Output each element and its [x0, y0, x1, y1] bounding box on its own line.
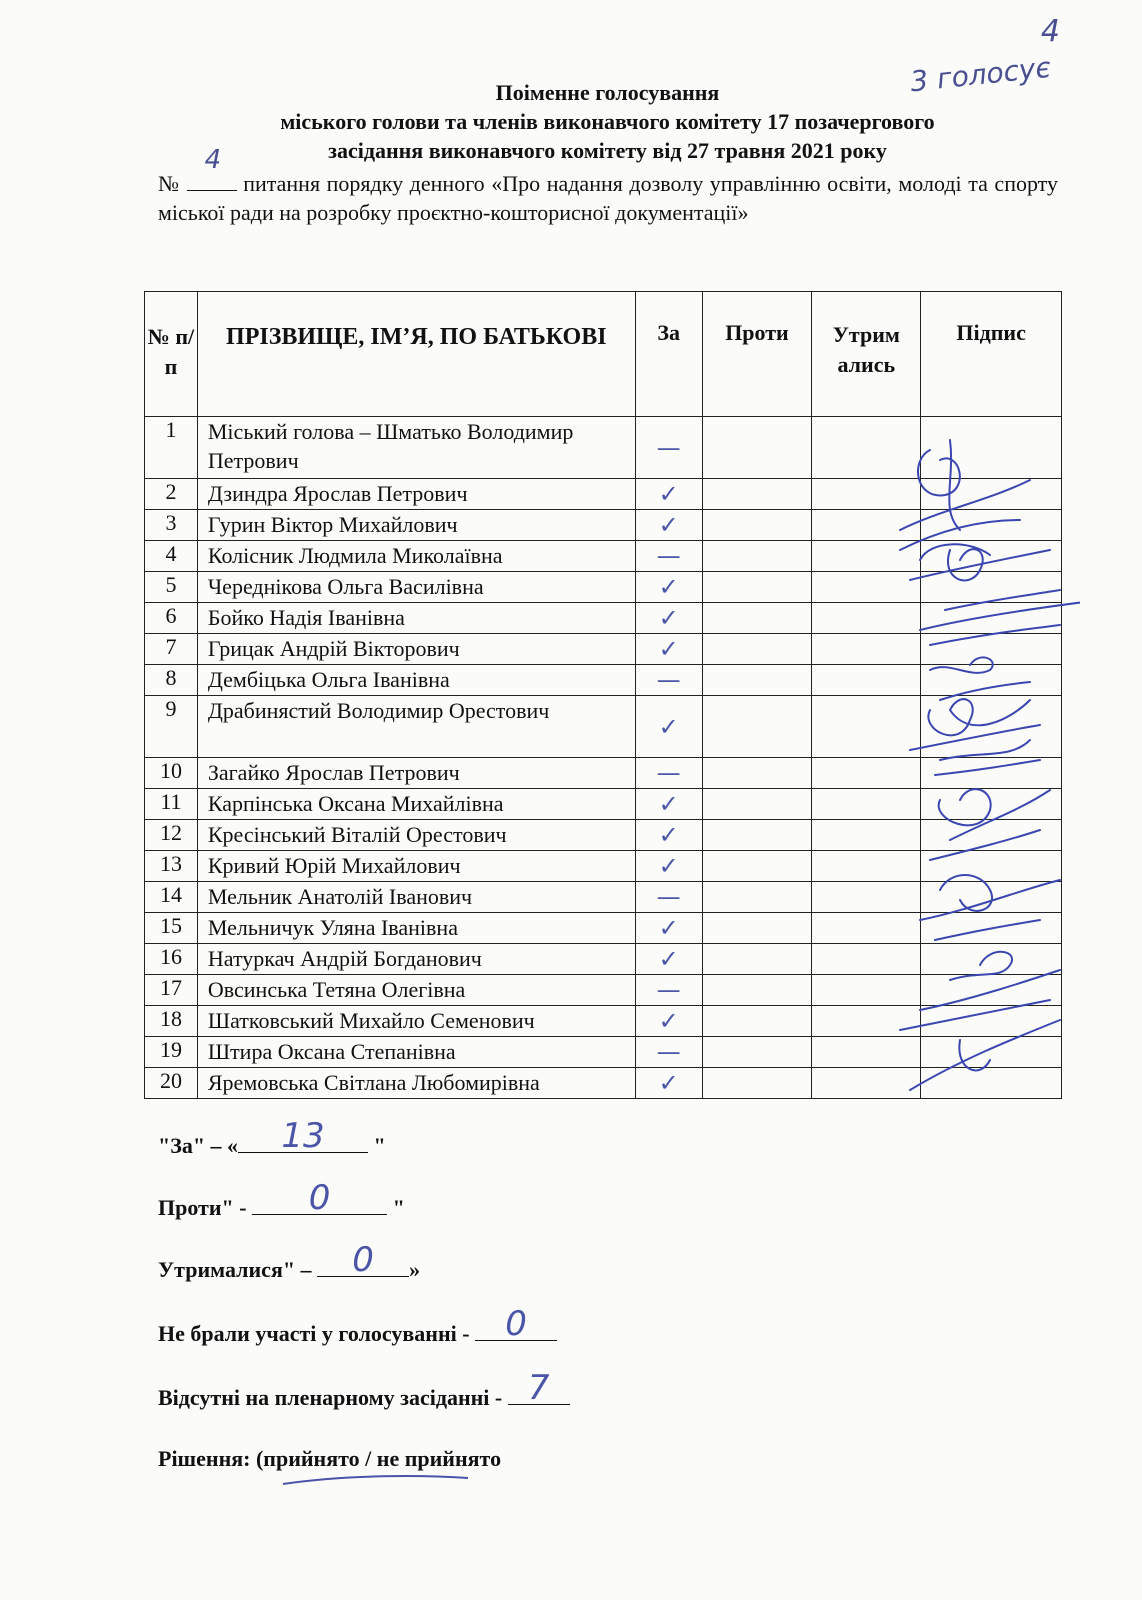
header-signature — [921, 292, 1062, 417]
row-for-mark — [635, 634, 702, 665]
row-name — [197, 944, 635, 975]
row-name-text: Шатковський Михайло Семенович — [207, 1008, 535, 1033]
row-abstained — [812, 758, 921, 789]
question-number-blank — [187, 145, 237, 191]
row-number — [145, 479, 198, 510]
row-abstained — [812, 1068, 921, 1099]
row-for-mark-text: — — [656, 883, 681, 911]
table-row — [145, 479, 1062, 510]
row-abstained — [812, 975, 921, 1006]
question-text: питання порядку денного «Про надання дозволу управлінню освіти, молоді та спорту міської ради на розробку проєктно-кошторисної документації» — [158, 171, 1059, 225]
row-number-text: 19 — [159, 1037, 182, 1062]
row-abstained — [812, 944, 921, 975]
row-for-mark — [635, 541, 702, 572]
totals-absent-blank — [508, 1368, 570, 1408]
row-name — [197, 975, 635, 1006]
row-abstained — [812, 665, 921, 696]
row-signature — [921, 820, 1062, 851]
row-against — [702, 913, 812, 944]
header-signature-label: Підпис — [956, 320, 1026, 345]
row-for-mark-text: ✓ — [658, 945, 679, 973]
row-number-text: 12 — [159, 820, 182, 845]
totals-absent-value: 7 — [527, 1368, 550, 1408]
row-name-text: Штира Оксана Степанівна — [207, 1039, 456, 1064]
row-signature — [921, 1037, 1062, 1068]
row-name-text: Колісник Людмила Миколаївна — [207, 543, 503, 568]
row-number — [145, 572, 198, 603]
row-name-text: Дембіцька Ольга Іванівна — [207, 667, 450, 692]
row-number-text: 10 — [159, 758, 182, 783]
vote-table — [144, 291, 1062, 1099]
row-name — [197, 541, 635, 572]
row-against — [702, 696, 812, 758]
row-name-text: Карпінська Оксана Михайлівна — [207, 791, 504, 816]
totals-for-end: " — [368, 1133, 386, 1158]
row-name-text: Мельник Анатолій Іванович — [207, 884, 473, 909]
row-abstained — [812, 541, 921, 572]
row-number-text: 13 — [159, 851, 182, 876]
table-row — [145, 572, 1062, 603]
row-against — [702, 944, 812, 975]
totals-not-voted-label: Не брали участі у голосуванні - — [158, 1321, 476, 1346]
row-against — [702, 758, 812, 789]
row-number-text: 4 — [165, 541, 177, 566]
row-number — [145, 789, 198, 820]
row-signature — [921, 851, 1062, 882]
row-name-text: Бойко Надія Іванівна — [207, 605, 405, 630]
row-name — [197, 634, 635, 665]
table-row — [145, 1006, 1062, 1037]
row-name-text: Яремовська Світлана Любомирівна — [207, 1070, 540, 1095]
row-for-mark-text: ✓ — [658, 1069, 679, 1097]
header-line-2: міського голови та членів виконавчого комітету 17 позачергового — [280, 109, 935, 134]
table-row — [145, 913, 1062, 944]
row-abstained — [812, 882, 921, 913]
totals-abstained-blank — [317, 1240, 409, 1280]
row-for-mark-text: ✓ — [658, 914, 679, 942]
totals-abstained-line — [158, 1240, 421, 1283]
row-abstained — [812, 417, 921, 479]
row-against — [702, 510, 812, 541]
table-row — [145, 758, 1062, 789]
row-name — [197, 603, 635, 634]
row-against — [702, 1068, 812, 1099]
row-against — [702, 603, 812, 634]
row-name — [197, 1068, 635, 1099]
row-number — [145, 634, 198, 665]
table-row — [145, 1068, 1062, 1099]
row-number-text: 17 — [159, 975, 182, 1000]
row-signature — [921, 758, 1062, 789]
vote-table-body — [145, 417, 1062, 1099]
row-signature — [921, 634, 1062, 665]
row-name-text: Міський голова – Шматько Володимир Петрович — [207, 419, 574, 473]
totals-against-blank — [252, 1178, 387, 1218]
table-row — [145, 789, 1062, 820]
row-name — [197, 665, 635, 696]
corner-note-number: 4 — [1040, 14, 1060, 49]
row-for-mark-text: ✓ — [658, 821, 679, 849]
row-for-mark — [635, 975, 702, 1006]
row-signature — [921, 975, 1062, 1006]
totals-absent-label: Відсутні на пленарному засіданні - — [158, 1385, 508, 1410]
table-row — [145, 851, 1062, 882]
header-num-label: № п/п — [147, 324, 195, 379]
totals-for-value: 13 — [281, 1116, 325, 1156]
row-against — [702, 851, 812, 882]
row-name-text: Кривий Юрій Михайлович — [207, 853, 461, 878]
table-row — [145, 944, 1062, 975]
row-for-mark — [635, 758, 702, 789]
row-number — [145, 1068, 198, 1099]
row-name-text: Грицак Андрій Вікторович — [207, 636, 460, 661]
question-number-handwritten: 4 — [204, 145, 222, 175]
row-against — [702, 1006, 812, 1037]
row-signature — [921, 603, 1062, 634]
row-number — [145, 975, 198, 1006]
row-abstained — [812, 851, 921, 882]
row-for-mark-text: ✓ — [658, 635, 679, 663]
row-for-mark — [635, 665, 702, 696]
row-number-text: 3 — [165, 510, 177, 535]
row-number-text: 14 — [159, 882, 182, 907]
row-number — [145, 417, 198, 479]
row-number-text: 18 — [159, 1006, 182, 1031]
row-against — [702, 665, 812, 696]
row-name-text: Драбинястий Володимир Орестович — [207, 698, 550, 723]
row-for-mark-text: — — [656, 759, 681, 787]
row-number — [145, 758, 198, 789]
row-name-text: Натуркач Андрій Богданович — [207, 946, 482, 971]
row-name — [197, 510, 635, 541]
row-name — [197, 758, 635, 789]
row-for-mark-text: — — [656, 542, 681, 570]
row-for-mark-text: ✓ — [658, 480, 679, 508]
row-signature — [921, 479, 1062, 510]
header-line-1: Поіменне голосування — [495, 80, 720, 105]
row-name — [197, 1037, 635, 1068]
row-for-mark-text: ✓ — [658, 790, 679, 818]
row-abstained — [812, 479, 921, 510]
row-against — [702, 820, 812, 851]
row-number — [145, 851, 198, 882]
header-abstained-label: Утрим ались — [832, 322, 900, 377]
table-row — [145, 541, 1062, 572]
row-for-mark-text: — — [656, 976, 681, 1004]
row-name — [197, 696, 635, 758]
row-for-mark — [635, 789, 702, 820]
row-number — [145, 696, 198, 758]
header-for — [635, 292, 702, 417]
row-name — [197, 913, 635, 944]
decision-label: Рішення: (прийнято / не прийнято — [158, 1446, 502, 1471]
table-row — [145, 696, 1062, 758]
row-number — [145, 1006, 198, 1037]
totals-for-blank — [238, 1116, 368, 1156]
row-for-mark — [635, 1037, 702, 1068]
row-name — [197, 572, 635, 603]
totals-not-voted-value: 0 — [505, 1304, 527, 1344]
row-abstained — [812, 1006, 921, 1037]
corner-note-text: 3 голосує — [908, 50, 1053, 99]
row-for-mark — [635, 572, 702, 603]
decision-underline-mark — [278, 1470, 478, 1490]
table-row — [145, 882, 1062, 913]
row-for-mark — [635, 944, 702, 975]
row-signature — [921, 944, 1062, 975]
row-name — [197, 417, 635, 479]
row-for-mark-text: — — [656, 433, 681, 462]
row-for-mark — [635, 479, 702, 510]
row-name-text: Гурин Віктор Михайлович — [207, 512, 458, 537]
row-number-text: 9 — [165, 696, 177, 721]
row-against — [702, 975, 812, 1006]
row-abstained — [812, 510, 921, 541]
row-name — [197, 851, 635, 882]
header-num — [145, 292, 198, 417]
table-row — [145, 417, 1062, 479]
header-line-3: засідання виконавчого комітету від 27 травня 2021 року — [328, 138, 887, 163]
row-number-text: 2 — [165, 479, 177, 504]
table-row — [145, 510, 1062, 541]
row-number-text: 11 — [160, 789, 182, 814]
totals-not-voted-blank — [475, 1304, 557, 1344]
row-abstained — [812, 634, 921, 665]
header-name — [197, 292, 635, 417]
row-name-text: Овсинська Тетяна Олегівна — [207, 977, 466, 1002]
row-for-mark-text: ✓ — [658, 573, 679, 601]
row-name-text: Дзиндра Ярослав Петрович — [207, 481, 468, 506]
row-for-mark-text: ✓ — [658, 852, 679, 880]
totals-against-end: " — [387, 1195, 405, 1220]
row-for-mark — [635, 1006, 702, 1037]
row-for-mark — [635, 1068, 702, 1099]
row-number-text: 5 — [165, 572, 177, 597]
row-signature — [921, 789, 1062, 820]
row-abstained — [812, 603, 921, 634]
row-abstained — [812, 789, 921, 820]
row-for-mark-text: ✓ — [658, 511, 679, 539]
table-row — [145, 634, 1062, 665]
row-number — [145, 665, 198, 696]
row-signature — [921, 696, 1062, 758]
row-for-mark — [635, 882, 702, 913]
row-number — [145, 944, 198, 975]
row-number-text: 16 — [159, 944, 182, 969]
row-for-mark — [635, 510, 702, 541]
row-number-text: 20 — [159, 1068, 182, 1093]
row-number-text: 1 — [165, 417, 177, 442]
table-row — [145, 820, 1062, 851]
row-number-text: 6 — [165, 603, 177, 628]
row-against — [702, 882, 812, 913]
table-row — [145, 603, 1062, 634]
row-for-mark-text: — — [656, 666, 681, 694]
row-for-mark — [635, 913, 702, 944]
row-abstained — [812, 1037, 921, 1068]
header-for-label: За — [657, 320, 680, 345]
totals-for-label: "За" – « — [158, 1133, 239, 1158]
row-for-mark — [635, 603, 702, 634]
row-abstained — [812, 820, 921, 851]
row-signature — [921, 1068, 1062, 1099]
row-for-mark — [635, 696, 702, 758]
row-name-text: Мельничук Уляна Іванівна — [207, 915, 458, 940]
header-against-label: Проти — [725, 320, 789, 345]
document-header — [155, 78, 1060, 165]
totals-abstained-value: 0 — [352, 1240, 374, 1280]
row-name-text: Загайко Ярослав Петрович — [207, 760, 460, 785]
row-name-text: Череднікова Ольга Василівна — [207, 574, 484, 599]
row-for-mark — [635, 851, 702, 882]
row-name — [197, 1006, 635, 1037]
row-abstained — [812, 572, 921, 603]
row-for-mark-text: ✓ — [658, 1007, 679, 1035]
table-row — [145, 1037, 1062, 1068]
row-against — [702, 789, 812, 820]
row-abstained — [812, 696, 921, 758]
totals-for-line — [158, 1116, 386, 1159]
row-signature — [921, 913, 1062, 944]
totals-against-line — [158, 1178, 405, 1221]
header-against — [702, 292, 812, 417]
totals-not-voted-line — [158, 1304, 557, 1347]
row-for-mark-text: ✓ — [658, 712, 679, 741]
decision-line — [158, 1446, 501, 1472]
row-number-text: 7 — [165, 634, 177, 659]
totals-abstained-label: Утрималися" – — [158, 1257, 318, 1282]
row-against — [702, 572, 812, 603]
row-number — [145, 1037, 198, 1068]
row-against — [702, 1037, 812, 1068]
row-against — [702, 634, 812, 665]
row-for-mark-text: ✓ — [658, 604, 679, 632]
row-number-text: 8 — [165, 665, 177, 690]
row-number-text: 15 — [159, 913, 182, 938]
row-number — [145, 510, 198, 541]
totals-against-value: 0 — [308, 1178, 331, 1218]
row-against — [702, 417, 812, 479]
row-number — [145, 541, 198, 572]
row-for-mark — [635, 820, 702, 851]
totals-absent-line — [158, 1368, 570, 1411]
totals-abstained-end: » — [409, 1257, 421, 1282]
row-number — [145, 603, 198, 634]
row-signature — [921, 882, 1062, 913]
row-signature — [921, 665, 1062, 696]
row-name — [197, 820, 635, 851]
table-row — [145, 665, 1062, 696]
row-for-mark-text: — — [656, 1038, 681, 1066]
header-name-label: ПРІЗВИЩЕ, ІМ’Я, ПО БАТЬКОВІ — [226, 324, 607, 350]
row-for-mark — [635, 417, 702, 479]
row-against — [702, 479, 812, 510]
row-against — [702, 541, 812, 572]
table-header-row — [145, 292, 1062, 417]
row-name — [197, 882, 635, 913]
header-abstained — [812, 292, 921, 417]
row-signature — [921, 1006, 1062, 1037]
row-signature — [921, 541, 1062, 572]
row-number — [145, 913, 198, 944]
row-name-text: Кресінський Віталій Орестович — [207, 822, 507, 847]
row-number — [145, 820, 198, 851]
row-signature — [921, 510, 1062, 541]
row-number — [145, 882, 198, 913]
row-name — [197, 789, 635, 820]
question-prefix: № — [158, 171, 181, 196]
table-row — [145, 975, 1062, 1006]
row-abstained — [812, 913, 921, 944]
row-signature — [921, 417, 1062, 479]
totals-against-label: Проти" - — [158, 1195, 253, 1220]
row-signature — [921, 572, 1062, 603]
row-name — [197, 479, 635, 510]
